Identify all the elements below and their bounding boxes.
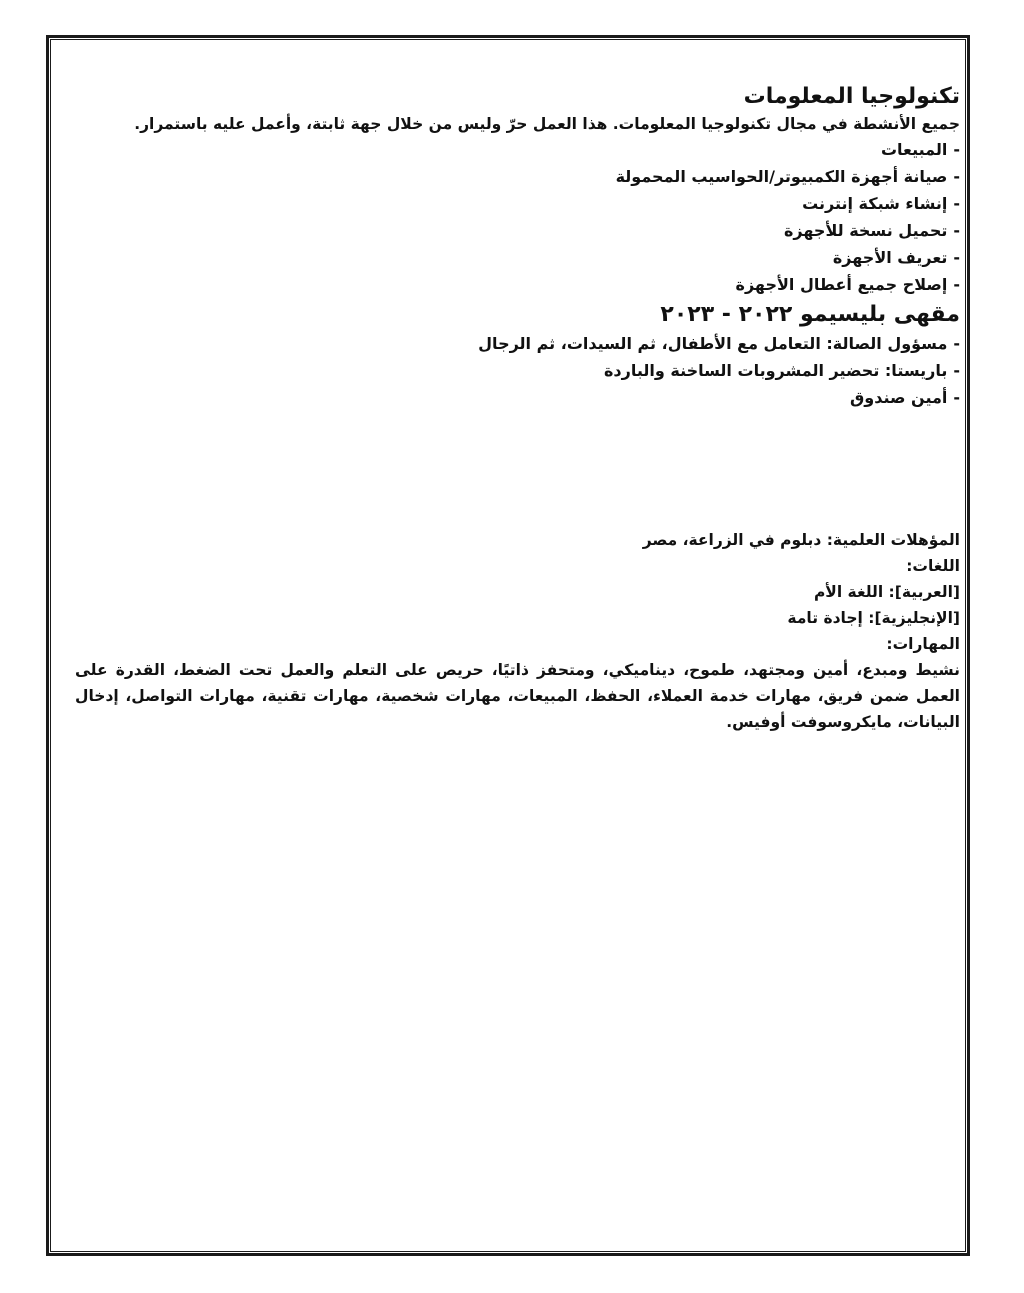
cafe-items-list xyxy=(75,330,960,411)
list-item-text: أمين صندوق xyxy=(849,388,948,407)
cafe-section-title: مقهى بليسيمو ٢٠٢٢ - ٢٠٢٣ xyxy=(660,302,960,327)
list-item-text: إنشاء شبكة إنترنت xyxy=(802,194,948,213)
list-item xyxy=(75,330,960,357)
languages-label: اللغات: xyxy=(906,557,960,575)
it-section-title: تكنولوجيا المعلومات xyxy=(743,84,960,109)
list-item xyxy=(75,357,960,384)
list-dash: - xyxy=(953,194,960,213)
list-item-text: مسؤول الصالة: التعامل مع الأطفال، ثم السيدات، ثم الرجال xyxy=(478,334,948,353)
list-item xyxy=(75,163,960,190)
it-section-description: جميع الأنشطة في مجال تكنولوجيا المعلومات. هذا العمل حرّ وليس من خلال جهة ثابتة، وأعمل عليه باستمرار. xyxy=(134,115,960,133)
list-dash: - xyxy=(953,361,960,380)
it-items-list xyxy=(75,136,960,298)
list-item xyxy=(75,217,960,244)
list-dash: - xyxy=(953,334,960,353)
list-dash: - xyxy=(953,388,960,407)
qualifications-section xyxy=(75,527,960,735)
list-item-text: باريستا: تحضير المشروبات الساخنة والباردة xyxy=(603,361,948,380)
list-item xyxy=(75,271,960,298)
list-dash: - xyxy=(953,248,960,267)
list-item xyxy=(75,384,960,411)
list-dash: - xyxy=(953,275,960,294)
language-english: [الإنجليزية]: إجادة تامة xyxy=(787,609,960,627)
list-dash: - xyxy=(953,167,960,186)
list-item-text: المبيعات xyxy=(880,140,948,159)
language-arabic: [العربية]: اللغة الأم xyxy=(813,583,960,601)
list-dash: - xyxy=(953,221,960,240)
list-item xyxy=(75,136,960,163)
it-section xyxy=(75,82,960,411)
list-dash: - xyxy=(953,140,960,159)
skills-paragraph: نشيط ومبدع، أمين ومجتهد، طموح، ديناميكي، ومتحفز ذاتيًا، حريص على التعلم والعمل تحت الضغط، القدرة على العمل ضمن فريق، مهارات خدمة العملاء، الحفظ، المبيعات، مهارات شخصية، مهارات تقنية، مهارات التواصل، إدخال البيانات، مايكروسوفت أوفيس. xyxy=(75,661,960,731)
skills-label: المهارات: xyxy=(886,635,960,653)
list-item-text: إصلاح جميع أعطال الأجهزة xyxy=(735,275,948,294)
education-line: المؤهلات العلمية: دبلوم في الزراعة، مصر xyxy=(642,531,960,549)
list-item-text: صيانة أجهزة الكمبيوتر/الحواسيب المحمولة xyxy=(615,167,948,186)
list-item-text: تعريف الأجهزة xyxy=(832,248,948,267)
list-item xyxy=(75,244,960,271)
list-item-text: تحميل نسخة للأجهزة xyxy=(783,221,948,240)
list-item xyxy=(75,190,960,217)
